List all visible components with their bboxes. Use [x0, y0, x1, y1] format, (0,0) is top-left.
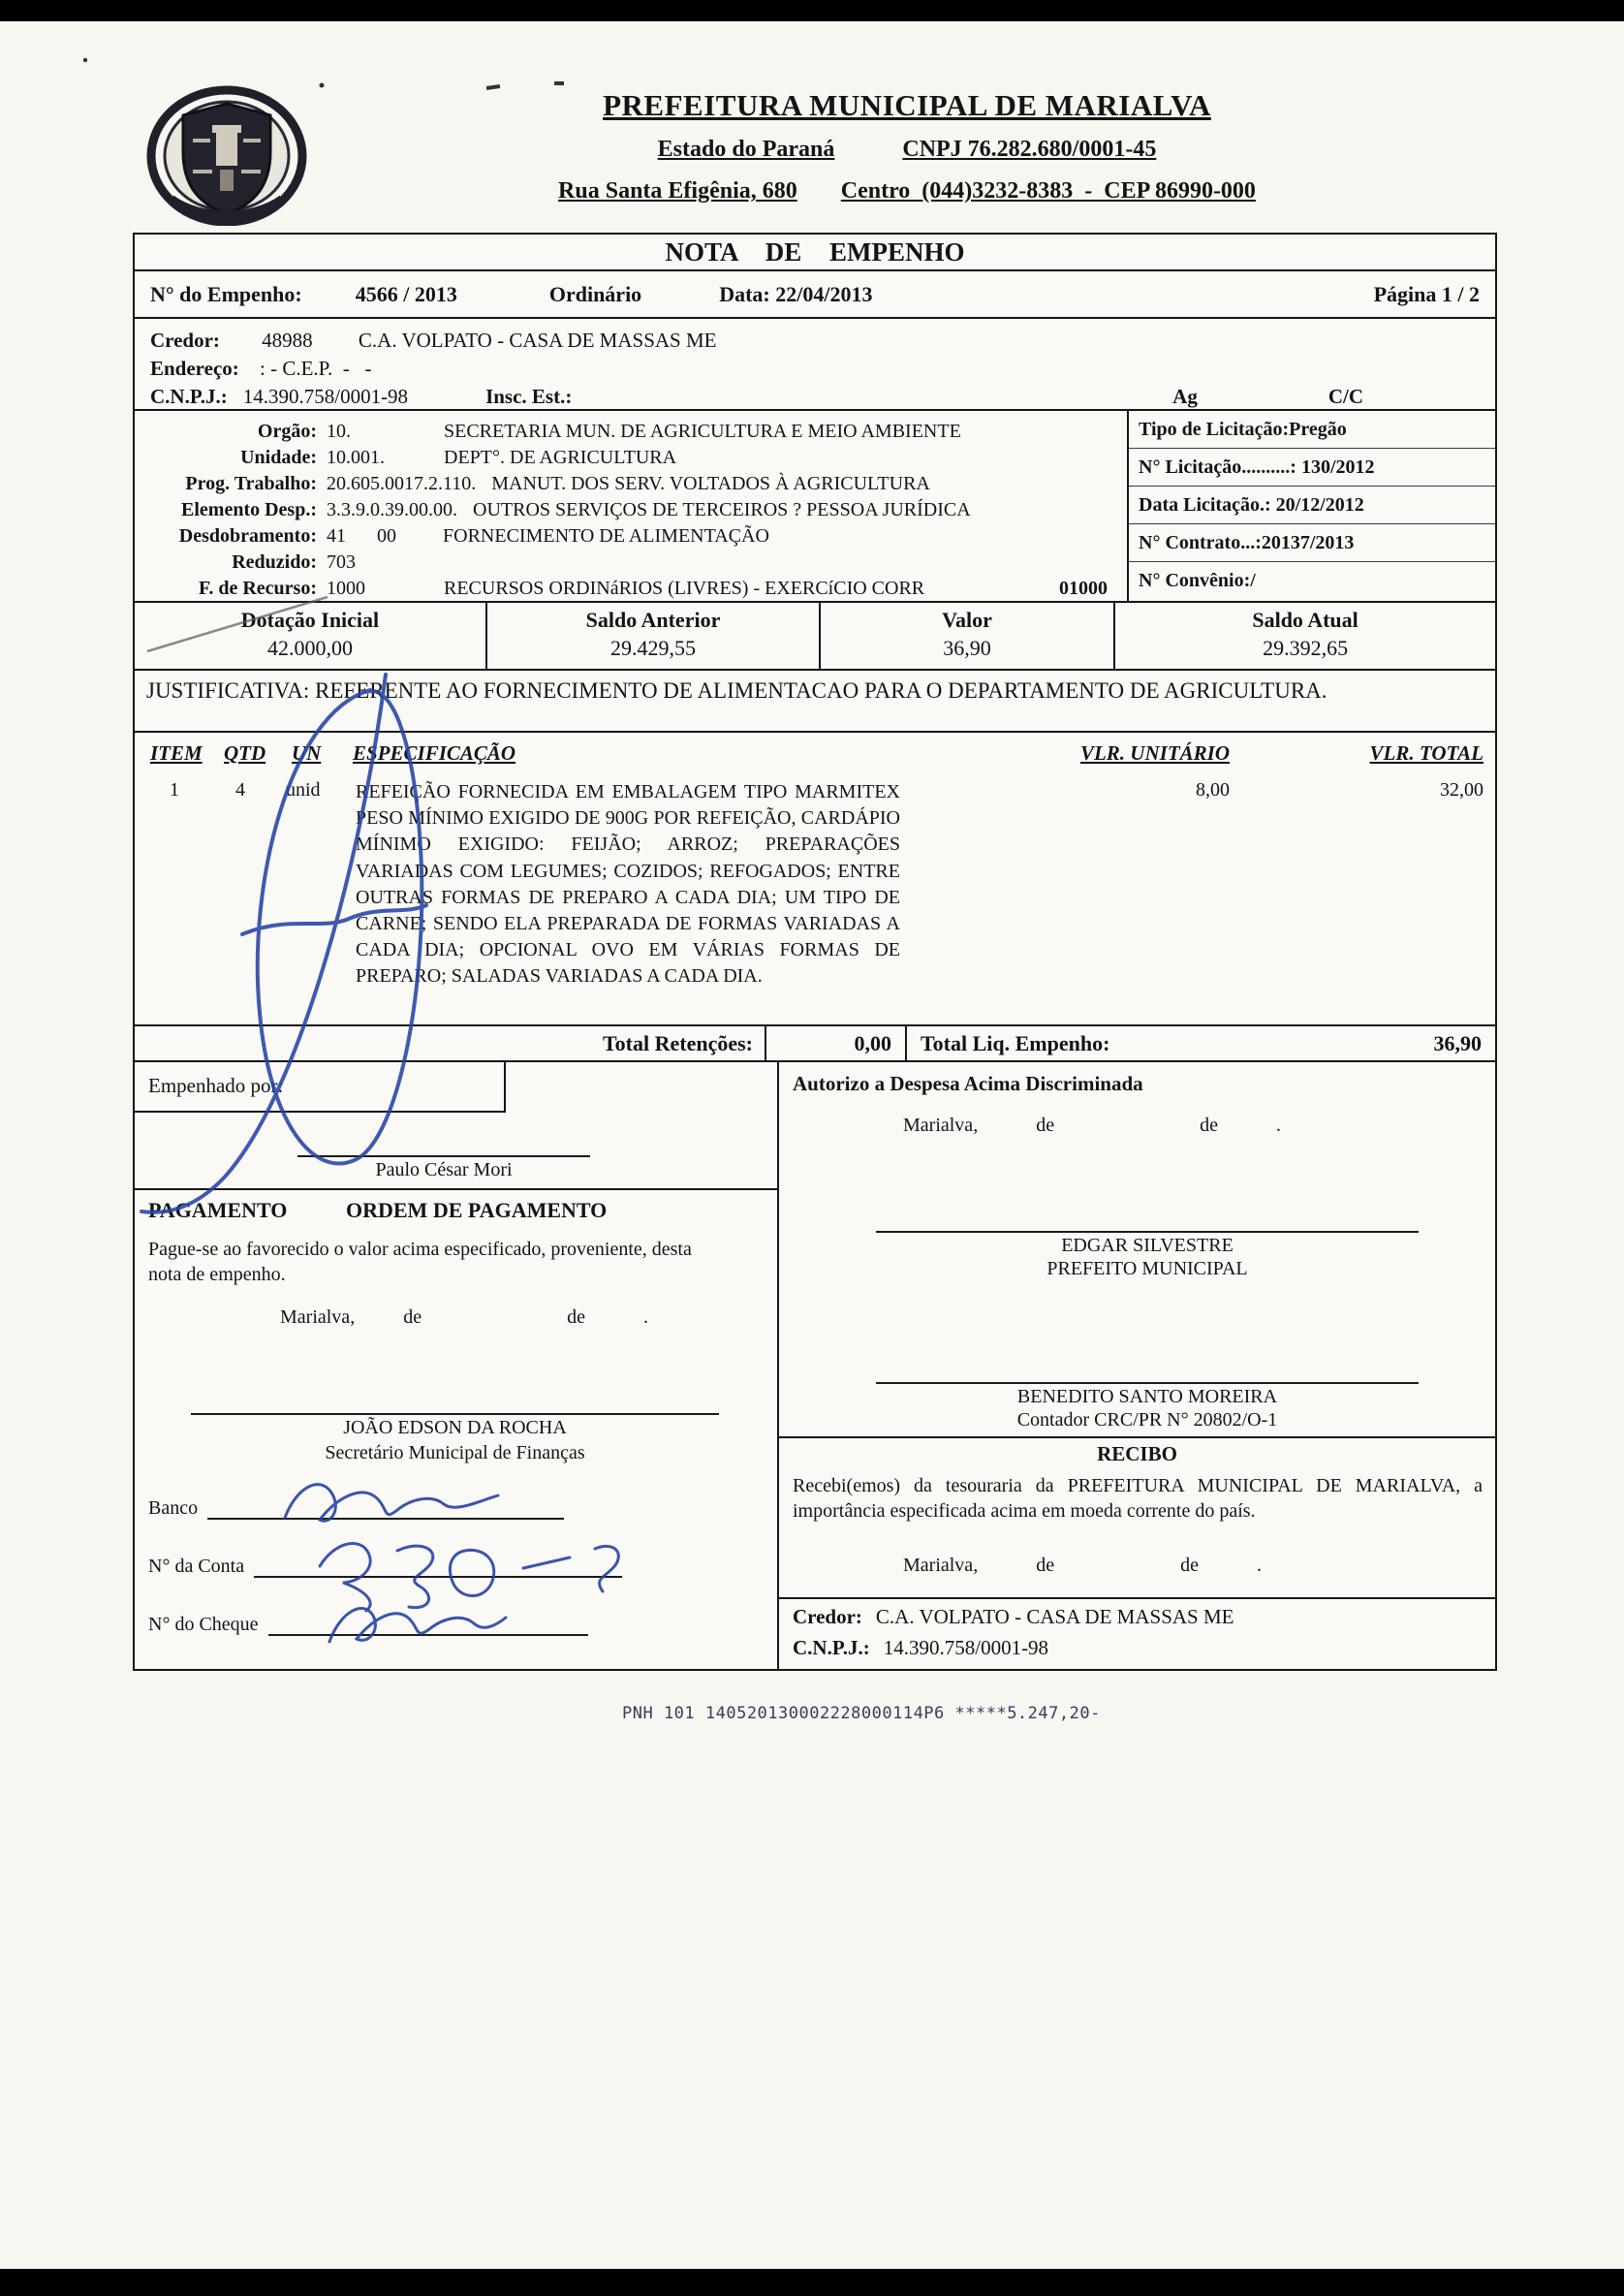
signature-line-empenhado [297, 1155, 590, 1157]
empenho-number-label: N° do Empenho: [150, 281, 302, 306]
valor-cell [819, 603, 1113, 669]
licitacao-numero: N° Licitação..........: 130/2012 [1129, 449, 1495, 487]
dot-matrix-print: PNH 101 140520130002228000114P6 *****5.247,20- [622, 1704, 1101, 1723]
col-vlr-total-header: VLR. TOTAL [1369, 741, 1483, 765]
reduzido-row [135, 550, 1127, 576]
items-table-header [135, 731, 1495, 768]
licitacao-data: Data Licitação.: 20/12/2012 [1129, 487, 1495, 524]
document-title: NOTA DE EMPENHO [665, 236, 965, 267]
valor-value: 36,90 [943, 636, 991, 660]
page-indicator: Página 1 / 2 [1373, 281, 1480, 306]
recurso-label: F. de Recurso: [198, 578, 317, 599]
col-un-header: UN [292, 741, 322, 765]
recibo-date-line: Marialva, de de . [903, 1555, 1262, 1576]
col-vlr-unitario-header: VLR. UNITÁRIO [1079, 741, 1230, 765]
valor-header: Valor [942, 608, 992, 632]
saldo-anterior-header: Saldo Anterior [585, 608, 721, 632]
prefeito-role: PREFEITO MUNICIPAL [1046, 1258, 1248, 1279]
empenhado-por-label: Empenhado por: [148, 1074, 284, 1097]
banco-fill-line [207, 1496, 564, 1520]
item-total-price: 32,00 [1440, 779, 1483, 801]
item-description: REFEIÇÃO FORNECIDA EM EMBALAGEM TIPO MARMITEX PESO MÍNIMO EXIGIDO DE 900G POR REFEIÇÃO, CARDÁPIO MÍNIMO EXIGIDO: FEIJÃO; ARROZ; PREPARAÇÕES VARIADAS COM LEGUMES; COZIDOS; REFOGADOS; ENTRE OUTRAS FORMAS DE PREPARO A CADA DIA; UM TIPO DE CARNE; SENDO ELA PREPARADA DE FORMAS VARIADAS A CADA DIA; OPCIONAL OVO EM VÁRIAS FORMAS DE PREPARO; SALADAS VARIADAS A CADA DIA. [356, 781, 900, 988]
item-unit: unid [286, 779, 321, 801]
prog-trabalho-row [135, 471, 1127, 497]
document-title-band [135, 235, 1495, 269]
unidade-desc: DEPT°. DE AGRICULTURA [444, 447, 677, 468]
prog-desc: MANUT. DOS SERV. VOLTADOS À AGRICULTURA [491, 473, 930, 494]
nota-de-empenho-form [133, 82, 1497, 1671]
orgao-desc: SECRETARIA MUN. DE AGRICULTURA E MEIO AMBIENTE [444, 421, 961, 442]
unidade-code: 10.001. [327, 447, 385, 468]
banco-row [148, 1496, 564, 1520]
authorization-column [777, 1062, 1495, 1669]
ag-label: Ag [1172, 385, 1198, 408]
cheque-label: N° do Cheque [148, 1614, 259, 1635]
total-liquido-label: Total Liq. Empenho: [905, 1026, 1186, 1060]
licitacao-tipo: Tipo de Licitação:Pregão [1129, 411, 1495, 449]
desdobramento-code2: 00 [377, 525, 396, 547]
total-liquido-value: 36,90 [1433, 1030, 1482, 1055]
recibo-divider [779, 1436, 1495, 1438]
recurso-code: 1000 [327, 578, 365, 599]
orgao-label: Orgão: [257, 421, 317, 442]
licitacao-column [1127, 411, 1495, 601]
ordem-pagamento-title: ORDEM DE PAGAMENTO [346, 1198, 608, 1222]
dotacao-inicial-value: 42.000,00 [266, 636, 353, 660]
empenho-number-value: 4566 / 2013 [355, 281, 457, 306]
creditor-name: C.A. VOLPATO - CASA DE MASSAS ME [358, 329, 717, 352]
creditor-line [150, 327, 1480, 355]
unidade-row [135, 445, 1127, 471]
recurso-code2: 01000 [1059, 578, 1108, 599]
empenhado-signer-name: Paulo César Mori [375, 1159, 513, 1180]
secretario-role: Secretário Municipal de Finanças [325, 1442, 585, 1463]
saldo-atual-value: 29.392,65 [1263, 636, 1349, 660]
convenio-numero: N° Convênio:/ [1139, 570, 1256, 591]
justificativa-text: JUSTIFICATIVA: REFERENTE AO FORNECIMENTO DE ALIMENTACAO PARA O DEPARTAMENTO DE AGRICULTURA. [146, 678, 1327, 703]
col-qtd-header: QTD [224, 741, 266, 765]
orgao-code: 10. [327, 421, 351, 442]
dotacao-inicial-header: Dotação Inicial [240, 608, 380, 632]
saldo-anterior-value: 29.429,55 [609, 636, 696, 660]
pagamento-divider [135, 1188, 777, 1190]
col-item-header: ITEM [150, 741, 203, 765]
creditor-label: Credor: [150, 329, 220, 352]
creditor-cnpj-line [150, 383, 1480, 411]
recibo-credor-divider [779, 1597, 1495, 1599]
form-body [133, 233, 1497, 1671]
contador-role: Contador CRC/PR N° 20802/O-1 [1016, 1409, 1278, 1431]
item-number: 1 [170, 779, 179, 801]
autorizacao-date-line: Marialva, de de . [903, 1115, 1281, 1136]
dotacao-inicial-cell [135, 603, 485, 669]
signature-line-secretario [191, 1413, 719, 1415]
dotacao-table [135, 601, 1495, 669]
total-retencoes-label: Total Retenções: [603, 1030, 753, 1055]
municipal-coat-of-arms-logo [142, 82, 312, 226]
address-extra: Centro (044)3232-8383 - CEP 86990-000 [840, 178, 1256, 204]
cnpj-label: C.N.P.J.: [150, 385, 228, 408]
elemento-desc: OUTROS SERVIÇOS DE TERCEIROS ? PESSOA JURÍDICA [473, 499, 971, 520]
address-street: Rua Santa Efigênia, 680 [558, 178, 797, 204]
totals-row [135, 1024, 1495, 1060]
empenho-date: Data: 22/04/2013 [719, 281, 873, 306]
saldo-atual-cell [1113, 603, 1495, 669]
saldo-atual-header: Saldo Atual [1252, 608, 1359, 632]
empenho-modality: Ordinário [548, 281, 642, 306]
desdobramento-label: Desdobramento: [178, 525, 317, 547]
creditor-address-line [150, 355, 1480, 383]
elemento-code: 3.3.9.0.39.00.00. [327, 499, 457, 520]
scan-edge-bottom [0, 2269, 1624, 2296]
recurso-desc: RECURSOS ORDINáRIOS (LIVRES) - EXERCíCIO CORR [444, 578, 925, 599]
recibo-credor-label: Credor: [793, 1605, 862, 1628]
recibo-cnpj-value: 14.390.758/0001-98 [883, 1636, 1049, 1659]
recibo-title: RECIBO [1097, 1442, 1177, 1465]
cheque-row [148, 1613, 588, 1636]
signature-area [135, 1060, 1495, 1669]
signature-line-contador [876, 1382, 1419, 1384]
fonte-recurso-row [135, 576, 1127, 602]
conta-fill-line [254, 1555, 622, 1578]
form-header [133, 82, 1497, 228]
desdobramento-desc: FORNECIMENTO DE ALIMENTAÇÃO [443, 525, 769, 547]
item-quantity: 4 [235, 779, 245, 801]
address-value: : - C.E.P. - - [260, 357, 372, 380]
contrato-numero: N° Contrato...:20137/2013 [1129, 524, 1495, 562]
col-especificacao-header: ESPECIFICAÇÃO [353, 741, 516, 765]
insc-est-label: Insc. Est.: [485, 385, 573, 408]
justificativa-section [135, 669, 1495, 731]
cheque-fill-line [268, 1613, 588, 1636]
desdobramento-code: 41 [327, 525, 346, 547]
recibo-credor-line [793, 1605, 1234, 1629]
scan-edge-top [0, 0, 1624, 21]
item-unit-price: 8,00 [1196, 779, 1230, 801]
address-label: Endereço: [150, 357, 239, 380]
prog-label: Prog. Trabalho: [185, 473, 317, 494]
signature-line-prefeito [876, 1231, 1419, 1233]
budget-classification-block [135, 409, 1495, 601]
saldo-anterior-cell [485, 603, 819, 669]
empenho-number-row [135, 269, 1495, 317]
payment-column [135, 1062, 777, 1669]
elemento-label: Elemento Desp.: [181, 499, 317, 520]
creditor-code: 48988 [262, 329, 313, 352]
cnpj-value: 14.390.758/0001-98 [242, 385, 409, 408]
elemento-row [135, 497, 1127, 523]
total-retencoes-value: 0,00 [765, 1026, 905, 1060]
pagamento-title: PAGAMENTO [148, 1198, 288, 1222]
conta-label: N° da Conta [148, 1556, 245, 1577]
cc-label: C/C [1327, 385, 1363, 408]
pagamento-text: Pague-se ao favorecido o valor acima especificado, proveniente, desta nota de empenho. [148, 1239, 692, 1285]
prefeito-name: EDGAR SILVESTRE [1061, 1235, 1234, 1256]
conta-row [148, 1555, 622, 1578]
recibo-credor-name: C.A. VOLPATO - CASA DE MASSAS ME [875, 1605, 1234, 1628]
pagamento-date-line: Marialva, de de . [280, 1306, 648, 1328]
reduzido-code: 703 [327, 551, 356, 573]
recibo-cnpj-line [793, 1636, 1048, 1660]
recibo-cnpj-label: C.N.P.J.: [793, 1636, 870, 1659]
desdobramento-row [135, 523, 1127, 550]
unidade-label: Unidade: [240, 447, 317, 468]
banco-label: Banco [148, 1497, 199, 1519]
organization-name: PREFEITURA MUNICIPAL DE MARIALVA [603, 88, 1211, 122]
state-label: Estado do Paraná [657, 137, 835, 162]
letterhead [317, 88, 1497, 204]
autorizacao-title: Autorizo a Despesa Acima Discriminada [793, 1072, 1143, 1095]
items-table-row [135, 768, 1495, 1024]
secretario-name: JOÃO EDSON DA ROCHA [343, 1417, 567, 1438]
org-cnpj: CNPJ 76.282.680/0001-45 [902, 137, 1157, 162]
reduzido-label: Reduzido: [232, 551, 317, 573]
prog-code: 20.605.0017.2.110. [327, 473, 477, 494]
contador-name: BENEDITO SANTO MOREIRA [1016, 1386, 1278, 1407]
budget-left-column [135, 411, 1127, 601]
recibo-text: Recebi(emos) da tesouraria da PREFEITURA MUNICIPAL DE MARIALVA, a importância especificada acima em moeda corrente do país. [793, 1475, 1483, 1522]
creditor-block [135, 317, 1495, 409]
empenhado-por-box [135, 1062, 506, 1113]
orgao-row [135, 419, 1127, 445]
